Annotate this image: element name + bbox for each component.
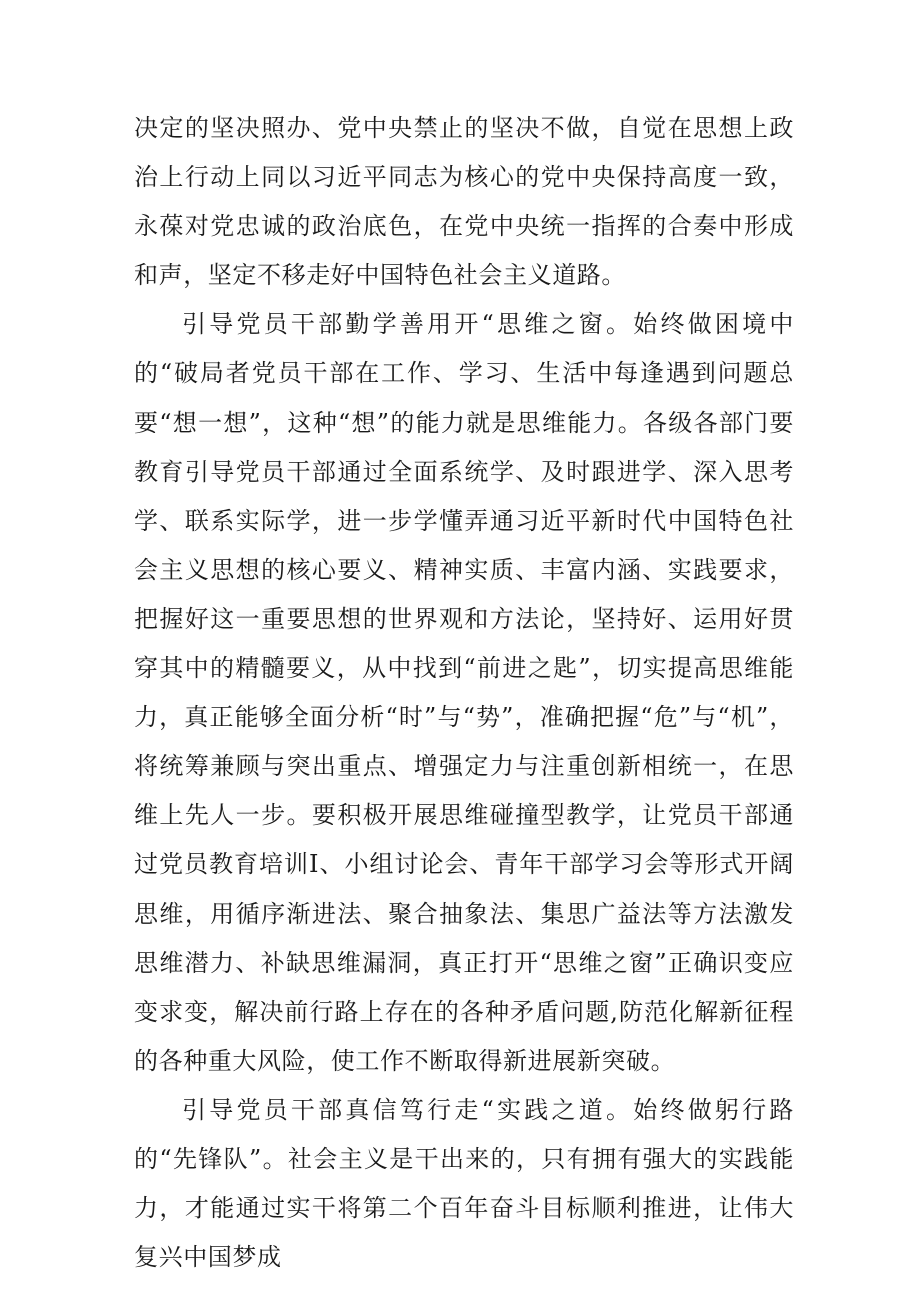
document-body [134, 104, 794, 1282]
paragraph-3: 引导党员干部真信笃行走“实践之道。始终做躬行路的“先锋队”。社会主义是干出来的，只有拥有强大的实践能力，才能通过实干将第二个百年奋斗目标顺利推进，让伟大复兴中国梦成 [134, 1095, 794, 1272]
paragraph-2: 引导党员干部勤学善用开“思维之窗。始终做困境中的“破局者党员干部在工作、学习、生活中每逢遇到问题总要“想一想”，这种“想”的能力就是思维能力。各级各部门要教育引导党员干部通过全面系统学、及时跟进学、深入思考学、联系实际学，进一步学懂弄通习近平新时代中国特色社会主义思想的核心要义、精神实质、丰富内涵、实践要求，把握好这一重要思想的世界观和方法论，坚持好、运用好贯穿其中的精髓要义，从中找到“前进之匙”，切实提高思维能力，真正能够全面分析“时”与“势”，准确把握“危”与“机”，将统筹兼顾与突出重点、增强定力与注重创新相统一，在思维上先人一步。要积极开展思维碰撞型教学，让党员干部通过党员教育培训I、小组讨论会、青年干部学习会等形式开阔思维，用循序渐进法、聚合抽象法、集思广益法等方法激发思维潜力、补缺思维漏洞，真正打开“思维之窗”正确识变应变求变，解决前行路上存在的各种矛盾问题,防范化解新征程的各种重大风险，使工作不断取得新进展新突破。 [134, 310, 794, 1075]
paragraph-1: 决定的坚决照办、党中央禁止的坚决不做，自觉在思想上政治上行动上同以习近平同志为核心的党中央保持高度一致，永葆对党忠诚的政治底色，在党中央统一指挥的合奏中形成和声，坚定不移走好中国特色社会主义道路。 [134, 114, 794, 290]
